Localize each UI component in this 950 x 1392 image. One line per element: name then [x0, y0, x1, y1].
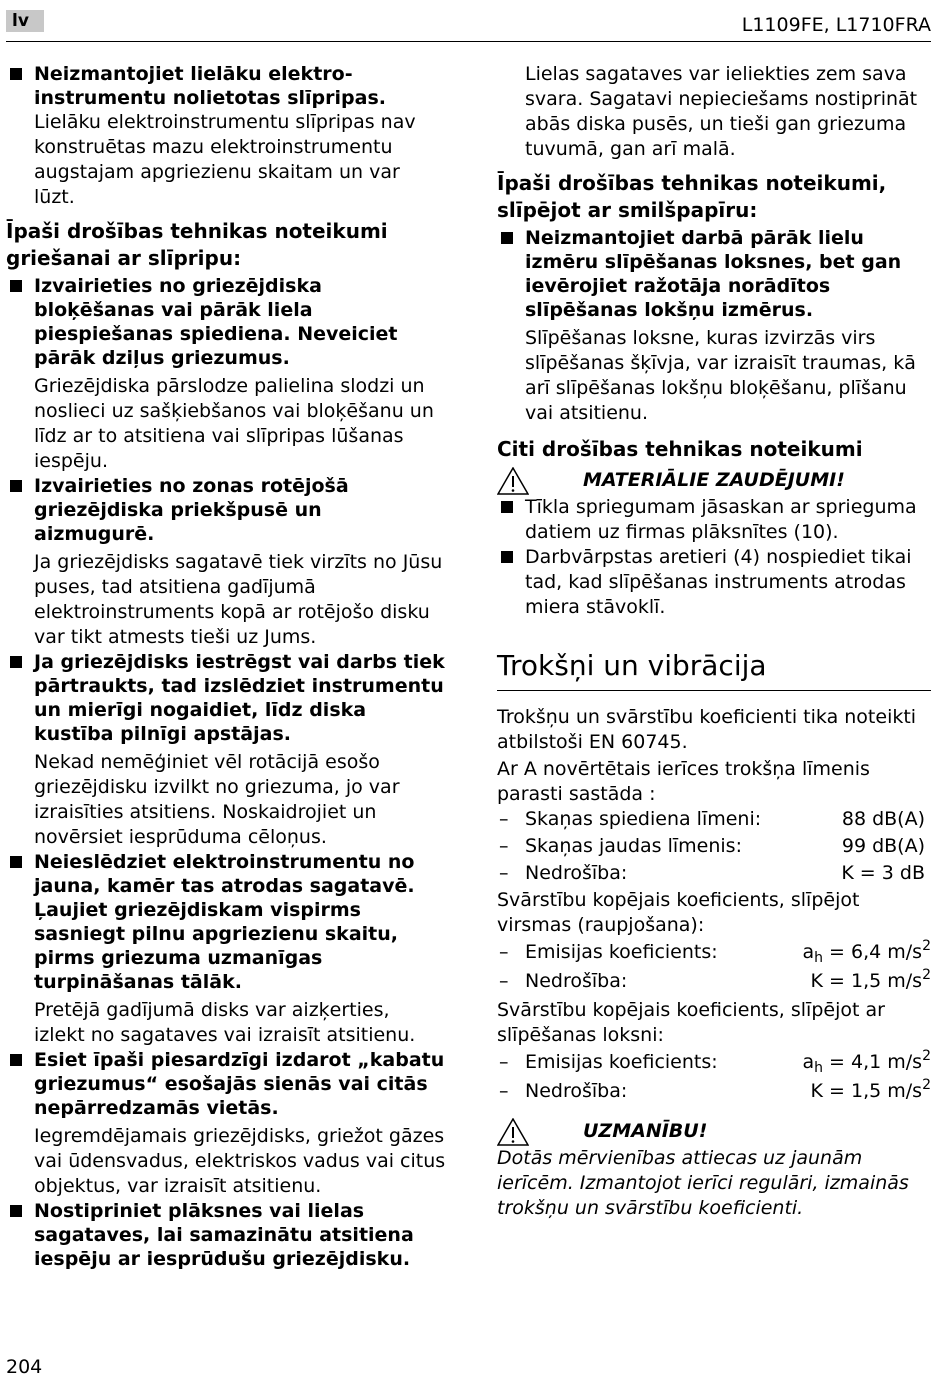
spec-superscript: 2 — [922, 967, 931, 983]
bullet-square-icon — [501, 501, 513, 513]
spec-row — [497, 807, 931, 832]
bullet-square-icon — [10, 1054, 22, 1066]
bullet-square-icon — [10, 656, 22, 668]
note-item — [497, 495, 931, 545]
spec-subscript: h — [814, 1060, 823, 1076]
spec-label: – Emisijas koeficients: — [497, 940, 718, 967]
bullet-item — [6, 274, 446, 370]
paragraph: Trokšņu un svārstību koeficienti tika noteikti atbilstoši EN 60745. — [497, 706, 917, 753]
spec-value: 88 dB(A) — [841, 808, 925, 830]
bullet-item — [6, 1199, 446, 1271]
bullet-text: Nekad nemēģiniet vēl rotācijā esošo griezējdisku izvilkt no griezuma, jo var izraisīties atsitiens. Noskaidrojiet un novērsiet iesprūduma cēloņus. — [34, 751, 400, 848]
spec-label: – Skaņas spiediena līmeni: — [497, 807, 761, 832]
spec-subscript: h — [814, 950, 823, 966]
warning-triangle-icon — [497, 1118, 529, 1146]
bullet-square-icon — [10, 68, 22, 80]
spec-symbol: a — [802, 1051, 815, 1073]
spec-label: – Nedrošība: — [497, 861, 627, 886]
bullet-square-icon — [10, 1205, 22, 1217]
spec-value: 99 dB(A) — [841, 835, 925, 857]
page-number: 204 — [6, 1356, 43, 1378]
bullet-title: Neieslēdziet elektroinstrumentu no jauna, kamēr tas atrodas sagatavē. Ļaujiet griezējdiskam vispirms sasniegt pilnu apgriezienu skaitu, pirms griezuma uzmanīgas turpināšanas tālāk. — [34, 851, 415, 993]
bullet-item — [6, 650, 446, 746]
warning-attention — [497, 1116, 931, 1146]
note-text: Darbvārpstas aretieri (4) nospiediet tikai tad, kad slīpēšanas instruments atrodas miera stāvoklī. — [525, 546, 912, 618]
right-column — [497, 62, 931, 1221]
warning-triangle-icon — [497, 467, 529, 495]
bullet-title: Izvairieties no zonas rotējošā griezējdiska priekšpusē un aizmugurē. — [34, 475, 349, 545]
bullet-square-icon — [10, 856, 22, 868]
subheading-sanding: Īpaši drošības tehnikas noteikumi, slīpējot ar smilšpapīru: — [497, 171, 887, 222]
spec-value — [802, 1050, 931, 1077]
language-tag: lv — [6, 10, 44, 32]
bullet-text: Iegremdējamais griezējdisks, griežot gāzes vai ūdensvadus, elektriskos vadus vai citus objektus, var izraisīt atsitienu. — [34, 1125, 446, 1197]
spec-superscript: 2 — [922, 1077, 931, 1093]
spec-row — [497, 940, 931, 967]
warning-label: UZMANĪBU! — [583, 1120, 708, 1142]
spec-row — [497, 861, 931, 886]
subheading-other: Citi drošības tehnikas noteikumi — [497, 437, 863, 461]
paragraph: Ar A novērtētais ierīces trokšņa līmenis parasti sastāda : — [497, 758, 870, 805]
section-title: Trokšņi un vibrācija — [497, 648, 931, 691]
spec-label: – Skaņas jaudas līmenis: — [497, 834, 742, 859]
spec-superscript: 2 — [922, 938, 931, 954]
warning-material — [497, 465, 931, 495]
bullet-square-icon — [501, 551, 513, 563]
italic-note: Dotās mērvienības attiecas uz jaunām ierīcēm. Izmantojot ierīci regulāri, izmainās trokšņu un svārstību koeficienti. — [497, 1147, 909, 1219]
bullet-title: Esiet īpaši piesardzīgi izdarot „kabatu griezumus“ esošajās sienās vai citās nepārredzamās vietās. — [34, 1049, 445, 1119]
paragraph: Svārstību kopējais koeficients, slīpējot virsmas (raupjošana): — [497, 889, 860, 936]
spec-label: – Emisijas koeficients: — [497, 1050, 718, 1077]
spec-number: K = 1,5 m/s — [810, 970, 923, 992]
header-rule — [6, 41, 931, 42]
spec-value — [811, 1079, 931, 1106]
spec-value — [802, 940, 931, 967]
paragraph: Svārstību kopējais koeficients, slīpējot ar slīpēšanas loksni: — [497, 999, 885, 1046]
bullet-title: Izvairieties no griezējdiska bloķēšanas vai pārāk liela piespiešanas spiediena. Neveiciet pārāk dziļus griezumus. — [34, 275, 398, 369]
bullet-item — [497, 226, 931, 322]
spec-number: = 4,1 m/s — [823, 1051, 923, 1073]
warning-label: MATERIĀLIE ZAUDĒJUMI! — [583, 469, 845, 491]
left-column — [6, 62, 446, 1271]
bullet-square-icon — [10, 280, 22, 292]
bullet-text: Ja griezējdisks sagatavē tiek virzīts no Jūsu puses, tad atsitiena gadījumā elektroinstruments kopā ar rotējošo disku var tikt atmests tieši uz Jums. — [34, 551, 443, 648]
subheading-cutting: Īpaši drošības tehnikas noteikumi griešanai ar slīpripu: — [6, 219, 388, 270]
bullet-title: Neizmantojiet darbā pārāk lielu izmēru slīpēšanas loksnes, bet gan ievērojiet ražotāja norādītos slīpēšanas lokšņu izmērus. — [525, 227, 902, 321]
spec-row — [497, 1079, 931, 1106]
continued-text: Lielas sagataves var ieliekties zem sava svara. Sagatavi nepieciešams nostiprināt abās diska pusēs, un tieši gan griezuma tuvumā, gan arī malā. — [525, 63, 918, 160]
bullet-square-icon — [10, 480, 22, 492]
note-text: Tīkla spriegumam jāsaskan ar sprieguma datiem uz firmas plāksnītes (10). — [525, 496, 917, 543]
bullet-text: Pretējā gadījumā disks var aizķerties, izlekt no sagataves vai izraisīt atsitienu. — [34, 999, 416, 1046]
bullet-title: Nostipriniet plāksnes vai lielas sagataves, lai samazinātu atsitiena iespēju ar iesprūdušu griezējdisku. — [34, 1200, 414, 1270]
spec-value: K = 3 dB — [841, 862, 925, 884]
note-item — [497, 545, 931, 620]
bullet-title: Ja griezējdisks iestrēgst vai darbs tiek pārtraukts, tad izslēdziet instrumentu un mierīgi nogaidiet, līdz diska kustība pilnīgi apstājas. — [34, 651, 445, 745]
bullet-text: Slīpēšanas loksne, kuras izvirzās virs slīpēšanas šķīvja, var izraisīt traumas, kā arī slīpēšanas lokšņu bloķēšanu, plīšanu vai atsitienu. — [525, 327, 916, 424]
bullet-item — [6, 850, 446, 994]
bullet-item — [6, 62, 446, 110]
bullet-text: Griezējdiska pārslodze palielina slodzi un noslieci uz sašķiebšanos vai bloķēšanu un līdz ar to atsitiena vai slīpripas lūšanas iespēju. — [34, 375, 434, 472]
spec-value — [811, 969, 931, 996]
spec-number: = 6,4 m/s — [823, 941, 923, 963]
spec-row — [497, 834, 931, 859]
bullet-title: Neizmantojiet lielāku elektro-instrumentu nolietotas slīpripas. — [34, 63, 386, 109]
spec-number: K = 1,5 m/s — [810, 1080, 923, 1102]
spec-row — [497, 1050, 931, 1077]
bullet-item — [6, 474, 446, 546]
spec-superscript: 2 — [922, 1048, 931, 1064]
spec-row — [497, 969, 931, 996]
spec-label: – Nedrošība: — [497, 969, 627, 996]
spec-symbol: a — [802, 941, 815, 963]
bullet-text: Lielāku elektroinstrumentu slīpripas nav konstruētas mazu elektroinstrumentu augstajam apgriezienu skaitam un var lūzt. — [34, 111, 416, 208]
bullet-item — [6, 1048, 446, 1120]
bullet-square-icon — [501, 232, 513, 244]
model-numbers: L1109FE, L1710FRA — [741, 14, 931, 36]
spec-label: – Nedrošība: — [497, 1079, 627, 1106]
